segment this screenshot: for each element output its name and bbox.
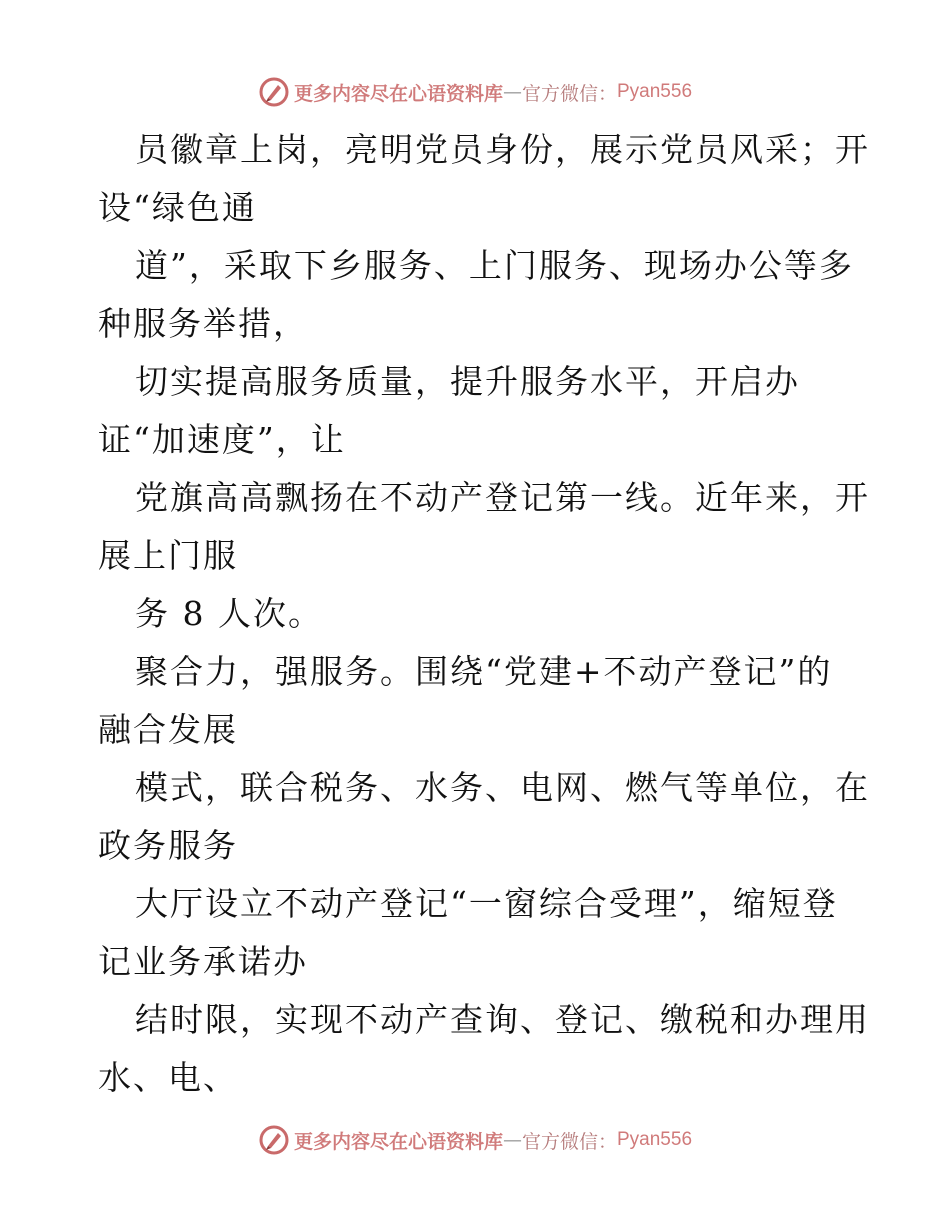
watermark-wechat-id: Pyan556 xyxy=(617,81,693,102)
body-line: 聚合力，强服务。围绕“党建+不动产登记”的 xyxy=(135,652,833,691)
document-body xyxy=(98,121,870,1107)
body-line: 水、电、 xyxy=(98,1058,238,1097)
body-line: 员徽章上岗，亮明党员身份，展示党员风采；开 xyxy=(135,130,870,169)
watermark-main-text: 更多内容尽在心语资料库 xyxy=(293,1130,503,1153)
watermark-wechat-id: Pyan556 xyxy=(617,1129,693,1150)
body-line: 大厅设立不动产登记“一窗综合受理”，缩短登 xyxy=(135,884,838,923)
watermark-wechat-label: 官方微信： xyxy=(521,82,617,105)
watermark-main-text: 更多内容尽在心语资料库 xyxy=(293,82,503,105)
body-line: 记业务承诺办 xyxy=(98,942,308,981)
body-line: 党旗高高飘扬在不动产登记第一线。近年来，开 xyxy=(135,478,870,517)
body-line: 展上门服 xyxy=(98,536,238,575)
body-line: 设“绿色通 xyxy=(98,188,257,227)
body-line: 种服务举措， xyxy=(98,304,308,343)
watermark-dash: — xyxy=(502,81,522,103)
body-line: 融合发展 xyxy=(98,710,238,749)
body-line: 政务服务 xyxy=(98,826,238,865)
footer-watermark xyxy=(0,1120,950,1160)
body-line: 证“加速度”，让 xyxy=(98,420,346,459)
body-line: 模式，联合税务、水务、电网、燃气等单位，在 xyxy=(135,768,870,807)
pen-logo-icon xyxy=(258,1124,290,1156)
body-line: 务 8 人次。 xyxy=(135,594,323,633)
watermark-wechat-label: 官方微信： xyxy=(521,1130,617,1153)
body-line: 结时限，实现不动产查询、登记、缴税和办理用 xyxy=(135,1000,870,1039)
header-watermark xyxy=(0,72,950,112)
watermark-dash: — xyxy=(502,1129,522,1151)
pen-logo-icon xyxy=(258,76,290,108)
body-line: 切实提高服务质量，提升服务水平，开启办 xyxy=(135,362,800,401)
body-line: 道”，采取下乡服务、上门服务、现场办公等多 xyxy=(135,246,854,285)
